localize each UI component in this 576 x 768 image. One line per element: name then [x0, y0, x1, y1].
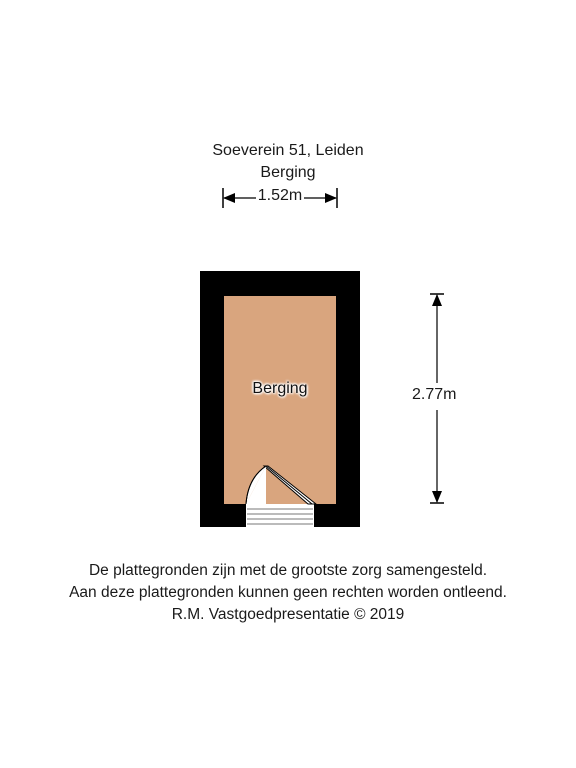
footer-disclaimer-2: Aan deze plattegronden kunnen geen rechten worden ontleend. [69, 584, 507, 601]
plan-address: Soeverein 51, Leiden [212, 142, 364, 159]
footer-disclaimer-1: De plattegronden zijn met de grootste zorg samengesteld. [88, 562, 488, 579]
arrow-up-icon [432, 294, 442, 306]
arrow-down-icon [432, 491, 442, 503]
plan-subtitle: Berging [260, 164, 316, 181]
footer-copyright: R.M. Vastgoedpresentatie © 2019 [171, 606, 405, 623]
height-label: 2.77m [412, 386, 457, 403]
room-label: Berging [252, 380, 308, 397]
width-label: 1.52m [257, 187, 303, 204]
room-floor [224, 296, 336, 504]
